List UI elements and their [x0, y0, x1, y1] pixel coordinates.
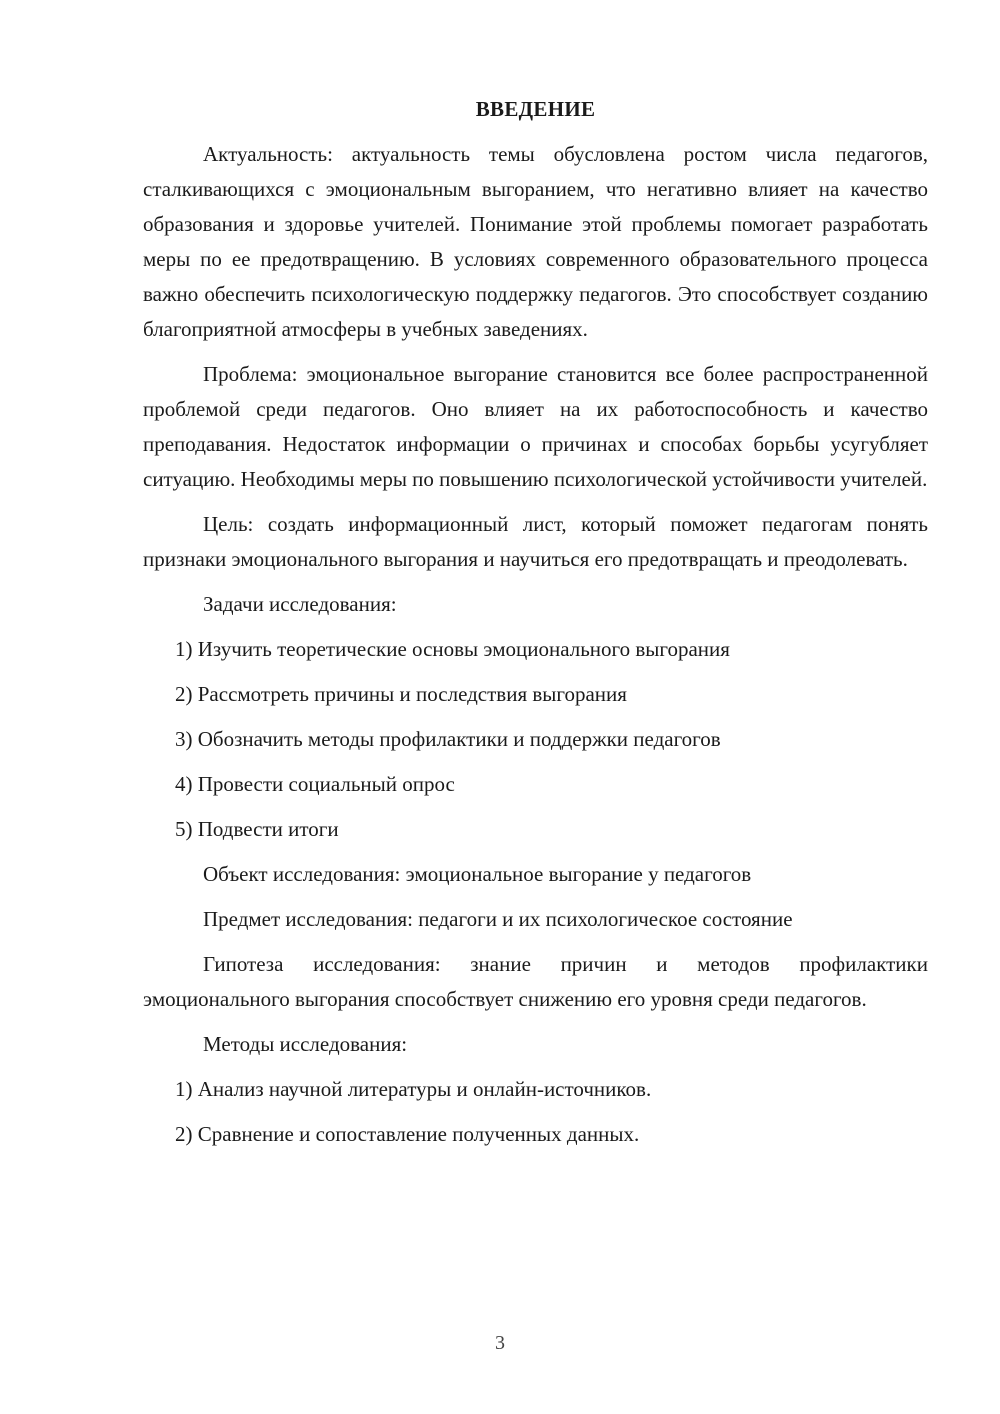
- page-number: 3: [495, 1332, 505, 1354]
- task-item: 3) Обозначить методы профилактики и поддержки педагогов: [175, 727, 721, 751]
- hypothesis-paragraph: Гипотеза исследования: знание причин и методов профилактики эмоционального выгорания способствует снижению его уровня среди педагогов.: [143, 952, 928, 1011]
- tasks-heading: Задачи исследования:: [203, 592, 397, 616]
- method-item: 1) Анализ научной литературы и онлайн-источников.: [175, 1077, 652, 1101]
- methods-heading: Методы исследования:: [203, 1032, 408, 1056]
- task-item: 5) Подвести итоги: [175, 817, 339, 841]
- relevance-paragraph: Актуальность: актуальность темы обусловлена ростом числа педагогов, сталкивающихся с эмоциональным выгоранием, что негативно влияет на качество образования и здоровье учителей. Понимание этой проблемы помогает разработать меры по ее предотвращению. В условиях современного образовательного процесса важно обеспечить психологическую поддержку педагогов. Это способствует созданию благоприятной атмосферы в учебных заведениях.: [143, 142, 928, 341]
- task-item: 1) Изучить теоретические основы эмоционального выгорания: [175, 637, 730, 661]
- document-page: [143, 92, 928, 1162]
- research-object: Объект исследования: эмоциональное выгорание у педагогов: [203, 862, 752, 886]
- research-subject: Предмет исследования: педагоги и их психологическое состояние: [203, 907, 793, 931]
- goal-paragraph: Цель: создать информационный лист, который поможет педагогам понять признаки эмоционального выгорания и научиться его предотвращать и преодолевать.: [143, 512, 928, 571]
- page-title: ВВЕДЕНИЕ: [475, 97, 596, 121]
- task-item: 4) Провести социальный опрос: [175, 772, 455, 796]
- task-item: 2) Рассмотреть причины и последствия выгорания: [175, 682, 627, 706]
- problem-paragraph: Проблема: эмоциональное выгорание становится все более распространенной проблемой среди педагогов. Оно влияет на их работоспособность и качество преподавания. Недостаток информации о причинах и способах борьбы усугубляет ситуацию. Необходимы меры по повышению психологической устойчивости учителей.: [143, 362, 928, 491]
- method-item: 2) Сравнение и сопоставление полученных данных.: [175, 1122, 640, 1146]
